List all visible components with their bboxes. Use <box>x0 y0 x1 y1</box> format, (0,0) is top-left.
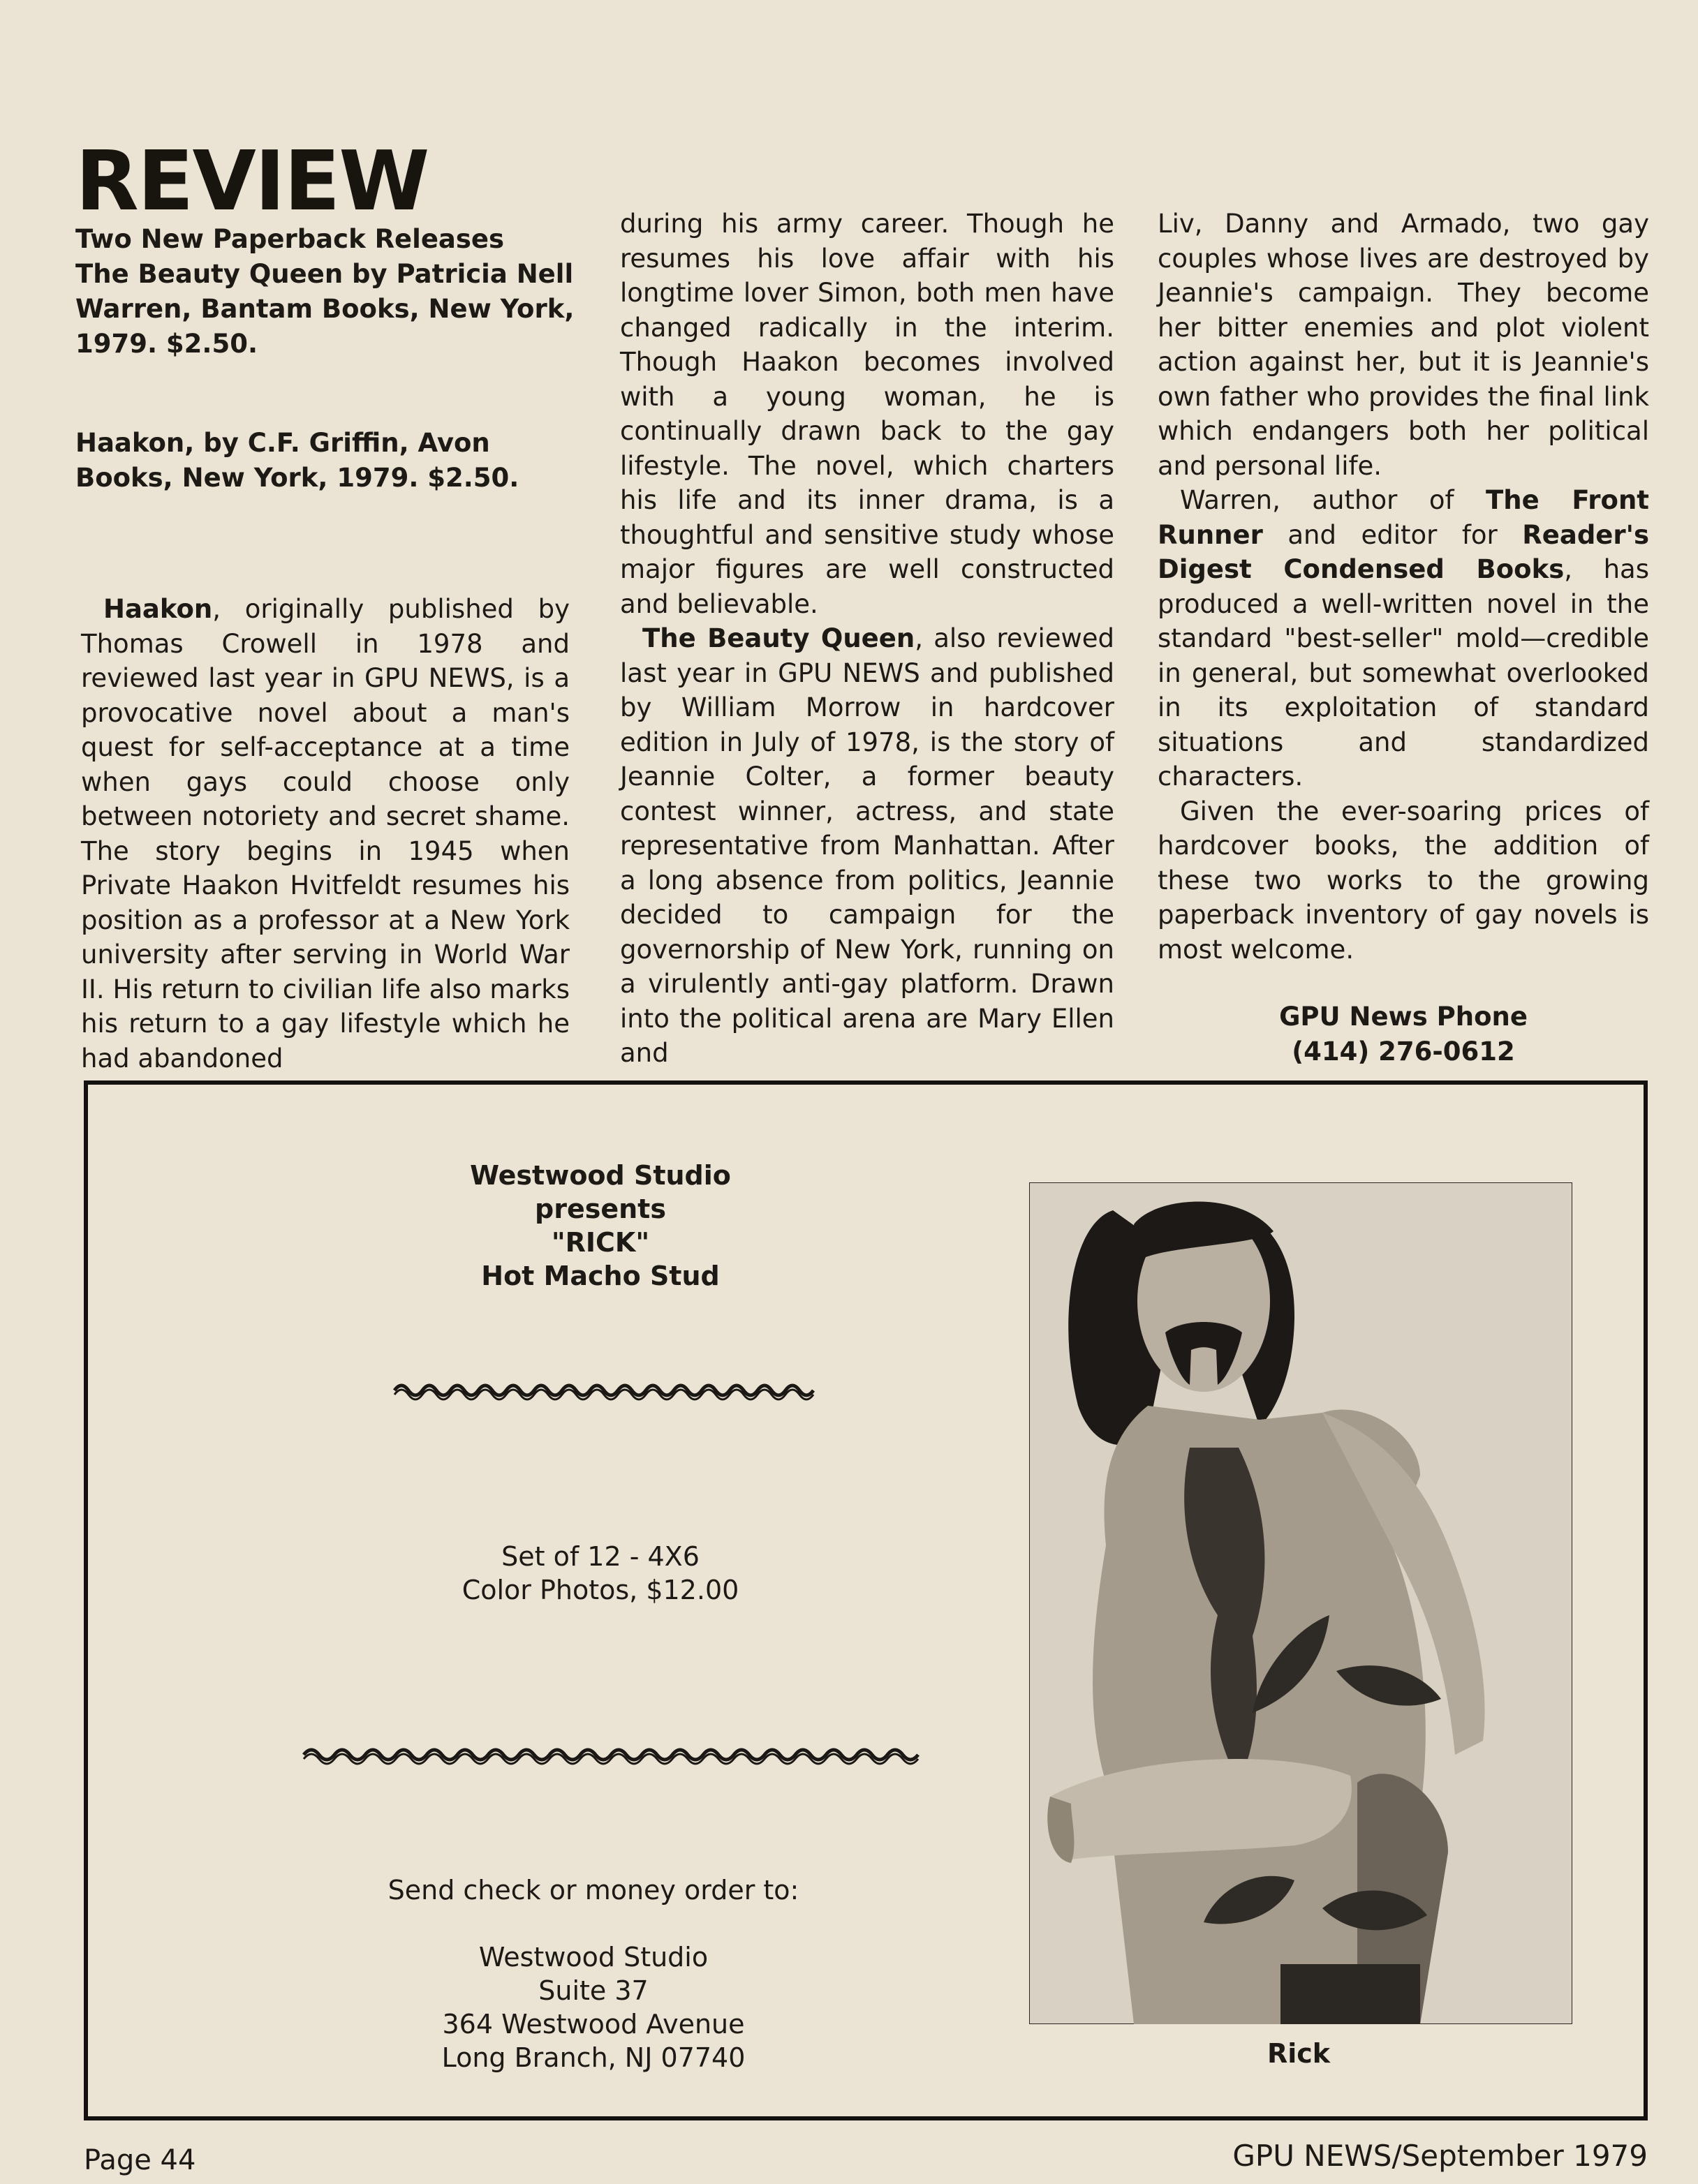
issue-line: GPU NEWS/September 1979 <box>1232 2139 1648 2173</box>
review-heading-beauty-queen <box>75 222 578 362</box>
ad-send-instructions: Send check or money order to: <box>387 1875 799 1906</box>
section-title: REVIEW <box>75 133 429 229</box>
book-title: The Beauty Queen <box>642 623 915 653</box>
book-title: The Front Runner <box>1158 485 1649 550</box>
ad-headline: Westwood Studio presents "RICK" Hot Macho Stud <box>470 1160 731 1291</box>
page-number: Page 44 <box>84 2144 196 2176</box>
paragraph: The Beauty Queen, also reviewed last year in GPU NEWS and published by William Morrow in hardcover edition in July of 1978, is the story of Jeannie Colter, a former beauty contest winner, actress, and state representative from Manhattan. After a long absence from politics, Jeannie decided to campaign for the governorship of New York, running on a virulently anti-gay platform. Drawn into the political arena are Mary Ellen and <box>620 623 1114 1068</box>
ad-offer: Set of 12 - 4X6 Color Photos, $12.00 <box>462 1541 739 1605</box>
heading-line: Two New Paperback Releases <box>75 224 505 254</box>
paragraph: during his army career. Though he resumes his love affair with his longtime lover Simon, both men have changed radically in the interim. Though Haakon becomes involved with a young woman, he is continually drawn back to the gay lifestyle. The novel, which charters his life and its inner drama, is a thoughtful and sensitive study whose major figures are well constructed and believable. <box>620 209 1114 619</box>
phone-number: (414) 276-0612 <box>1292 1037 1515 1067</box>
paragraph: Given the ever-soaring prices of hardcover books, the addition of these two works to the growing paperback inventory of gay novels is most welcome. <box>1158 796 1649 965</box>
article-column-2 <box>620 207 1114 1071</box>
article-column-3 <box>1158 207 1649 967</box>
ad-mailing-address: Westwood Studio Suite 37 364 Westwood Avenue Long Branch, NJ 07740 <box>441 1942 746 2073</box>
phone-label: GPU News Phone <box>1279 1002 1528 1032</box>
photo-caption: Rick <box>1267 2038 1331 2069</box>
wavy-divider-icon <box>391 1376 817 1404</box>
paragraph: Liv, Danny and Armado, two gay couples whose lives are destroyed by Jeannie's campaign. They become her bitter enemies and plot violent action against her, but it is Jeannie's own father who provides the final link which endangers both her political and personal life. <box>1158 209 1649 481</box>
review-heading-haakon: Haakon, by C.F. Griffin, Avon Books, New York, 1979. $2.50. <box>75 428 519 493</box>
article-column-1 <box>81 592 570 1076</box>
heading-line: The Beauty Queen by Patricia Nell Warren, Bantam Books, New York, 1979. $2.50. <box>75 259 575 359</box>
wavy-divider-icon <box>300 1741 922 1769</box>
publication-title: Reader's Digest Condensed Books <box>1158 519 1649 584</box>
book-title: Haakon <box>103 594 213 624</box>
model-photo <box>1029 1182 1572 2024</box>
paragraph: Haakon, originally published by Thomas Crowell in 1978 and reviewed last year in GPU NEWS, is a provocative novel about a man's quest for self-acceptance at a time when gays could choose only between notoriety and secret shame. The story begins in 1945 when Private Haakon Hvitfeldt resumes his position as a professor at a New York university after serving in World War II. His return to civilian life also marks his return to a gay lifestyle which he had abandoned <box>81 594 570 1074</box>
phone-notice <box>1158 1000 1649 1069</box>
paragraph: Warren, author of The Front Runner and editor for Reader's Digest Condensed Books, has produced a well-written novel in the standard "best-seller" mold—credible in general, but somewhat overlooked in its exploitation of standard situations and standardized characters. <box>1158 485 1649 792</box>
